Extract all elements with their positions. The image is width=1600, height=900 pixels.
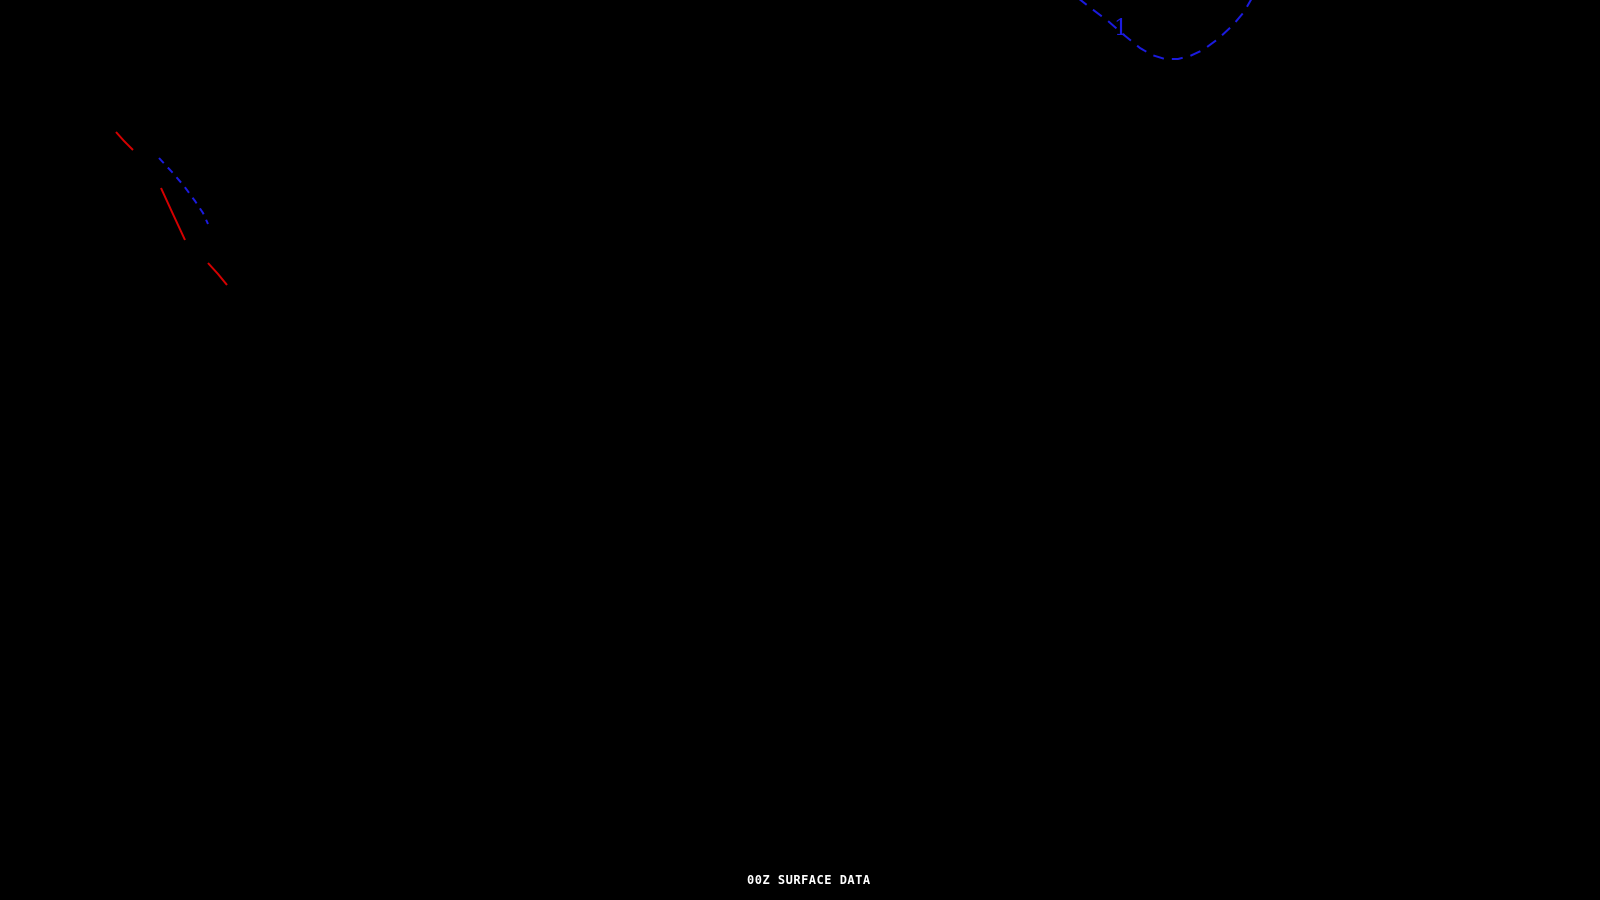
trough-contour-label: 1 (1114, 16, 1128, 41)
red-front-segment-middle (161, 188, 185, 240)
red-front-segment-upper (116, 132, 133, 150)
blue-dashed-trough-right (1078, 0, 1252, 59)
blue-dashed-segment-left (159, 158, 208, 224)
red-front-segment-lower (208, 263, 227, 285)
map-caption: 00Z SURFACE DATA (747, 873, 871, 887)
